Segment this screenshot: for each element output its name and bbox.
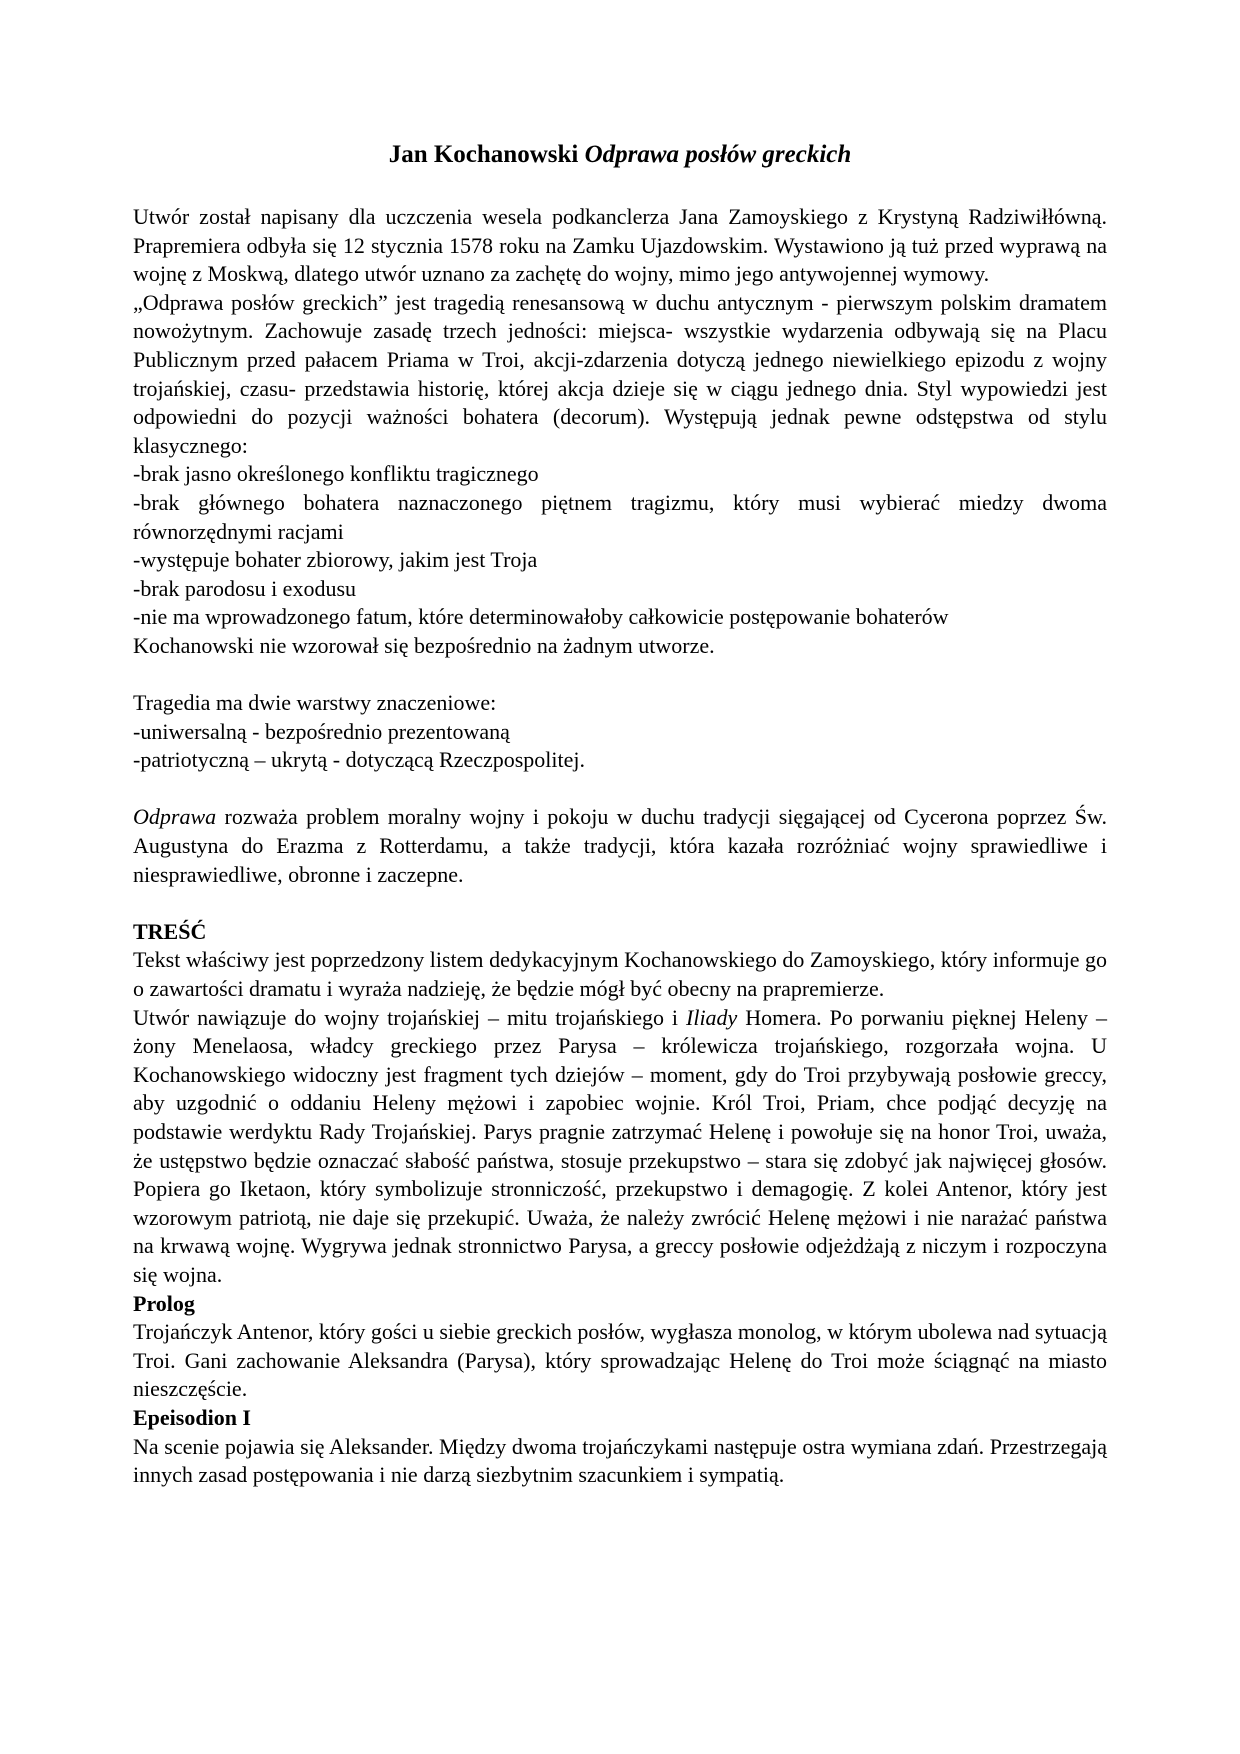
text-run: -uniwersalną - bezpośrednio prezentowaną xyxy=(133,718,510,744)
list-item xyxy=(133,746,1107,775)
text-run: Tekst właściwy jest poprzedzony listem dedykacyjnym Kochanowskiego do Zamoyskiego, który informuje go o zawartości dramatu i wyraża nadzieję, że będzie mógł być obecny na prapremierze. xyxy=(133,947,1107,1002)
text-run: „Odprawa posłów greckich” jest tragedią renesansową w duchu antycznym - pierwszym polskim dramatem nowożytnym. Zachowuje zasadę trzech jedności: miejsca- wszystkie wydarzenia odbywają się na Placu Publicznym przed pałacem Priama w Troi, akcji-zdarzenia dotyczą jednego niewielkiego epizodu z wojny trojańskiej, czasu- przedstawia historię, której akcja dzieje się w ciągu jednego dnia. Styl wypowiedzi jest odpowiedni do pozycji ważności bohatera (decorum). Występują jednak pewne odstępstwa od stylu klasycznego: xyxy=(133,289,1107,458)
text-run: Utwór został napisany dla uczczenia wesela podkanclerza Jana Zamoyskiego z Krystyną Radziwiłłówną. Prapremiera odbyła się 12 stycznia 1578 roku na Zamku Ujazdowskim. Wystawiono ją tuż przed wyprawą na wojnę z Moskwą, dlatego utwór uznano za zachętę do wojny, mimo jego antywojennej wymowy. xyxy=(133,204,1107,287)
text-run: Utwór nawiązuje do wojny trojańskiej – mitu trojańskiego i xyxy=(133,1004,686,1030)
text-run: -brak parodosu i exodusu xyxy=(133,575,357,601)
text-run: Kochanowski nie wzorował się bezpośrednio na żadnym utworze. xyxy=(133,632,715,658)
blank-line xyxy=(133,889,1107,918)
paragraph-epeisodion-1 xyxy=(133,1433,1107,1490)
text-run: Na scenie pojawia się Aleksander. Między dwoma trojańczykami następuje ostra wymiana zdań. Przestrzegają innych zasad postępowania i nie darzą siezbytnim szacunkiem i sympatią. xyxy=(133,1433,1107,1488)
paragraph-dedication xyxy=(133,946,1107,1003)
paragraph-genre xyxy=(133,289,1107,461)
text-run: -brak głównego bohatera naznaczonego piętnem tragizmu, który musi wybierać miedzy dwoma równorzędnymi racjami xyxy=(133,489,1107,544)
text-run: rozważa problem moralny wojny i pokoju w duchu tradycji sięgającej od Cycerona poprzez Św. Augustyna do Erazma z Rotterdamu, a także tradycji, która kazała rozróżniać wojny sprawiedliwe i niesprawiedliwe, obronne i zaczepne. xyxy=(133,804,1107,887)
text-run: Tragedia ma dwie warstwy znaczeniowe: xyxy=(133,690,497,716)
section-heading-prolog xyxy=(133,1290,1107,1319)
paragraph-plot xyxy=(133,1004,1107,1290)
text-run: Trojańczyk Antenor, który gości u siebie greckich posłów, wygłasza monolog, w którym ubolewa nad sytuacją Troi. Gani zachowanie Aleksandra (Parysa), który sprowadzając Helenę do Troi może ściągnąć na miasto nieszczęście. xyxy=(133,1319,1107,1402)
section-heading-epeisodion-1 xyxy=(133,1404,1107,1433)
blank-line xyxy=(133,775,1107,804)
paragraph-moral xyxy=(133,803,1107,889)
list-item xyxy=(133,546,1107,575)
text-run: Odprawa posłów greckich xyxy=(584,141,852,168)
text-run: -występuje bohater zbiorowy, jakim jest Troja xyxy=(133,547,538,573)
paragraph-layers xyxy=(133,689,1107,718)
text-run: Odprawa xyxy=(133,804,217,830)
text-run: TREŚĆ xyxy=(133,918,207,944)
blank-line xyxy=(133,661,1107,690)
document-title xyxy=(133,140,1107,170)
paragraph-no-model xyxy=(133,632,1107,661)
text-run: Homera. Po porwaniu pięknej Heleny – żony Menelaosa, władcy greckiego przez Parysa – królewicza trojańskiego, rozgorzała wojna. U Kochanowskiego widoczny jest fragment tych dziejów – moment, gdy do Troi przybywają posłowie greccy, aby uzgodnić o oddaniu Heleny mężowi i zapobiec wojnie. Król Troi, Priam, chce podjąć decyzję na podstawie werdyktu Rady Trojańskiej. Parys pragnie zatrzymać Helenę i powołuje się na honor Troi, uważa, że ustępstwo będzie oznaczać słabość państwa, stosuje przekupstwo – stara się zdobyć jak najwięcej głosów. Popiera go Iketaon, który symbolizuje stronniczość, przekupstwo i demagogię. Z kolei Antenor, który jest wzorowym patriotą, nie daje się przekupić. Uważa, że należy zwrócić Helenę mężowi i nie narażać państwa na krwawą wojnę. Wygrywa jednak stronnictwo Parysa, a greccy posłowie odjeżdżają z niczym i rozpoczyna się wojna. xyxy=(133,1004,1107,1287)
list-item xyxy=(133,718,1107,747)
text-run: Iliady xyxy=(686,1004,738,1030)
list-item xyxy=(133,489,1107,546)
text-run: -nie ma wprowadzonego fatum, które determinowałoby całkowicie postępowanie bohaterów xyxy=(133,604,949,630)
section-heading-tresc xyxy=(133,918,1107,947)
text-run: Jan Kochanowski xyxy=(388,141,585,168)
text-run: Epeisodion I xyxy=(133,1404,251,1430)
text-run: -patriotyczną – ukrytą - dotyczącą Rzeczpospolitej. xyxy=(133,747,586,773)
text-run: -brak jasno określonego konfliktu tragicznego xyxy=(133,461,539,487)
list-item xyxy=(133,575,1107,604)
paragraph-intro xyxy=(133,203,1107,289)
document-body xyxy=(133,203,1107,1490)
paragraph-prolog xyxy=(133,1318,1107,1404)
text-run: Prolog xyxy=(133,1290,195,1316)
list-item xyxy=(133,603,1107,632)
list-item xyxy=(133,460,1107,489)
